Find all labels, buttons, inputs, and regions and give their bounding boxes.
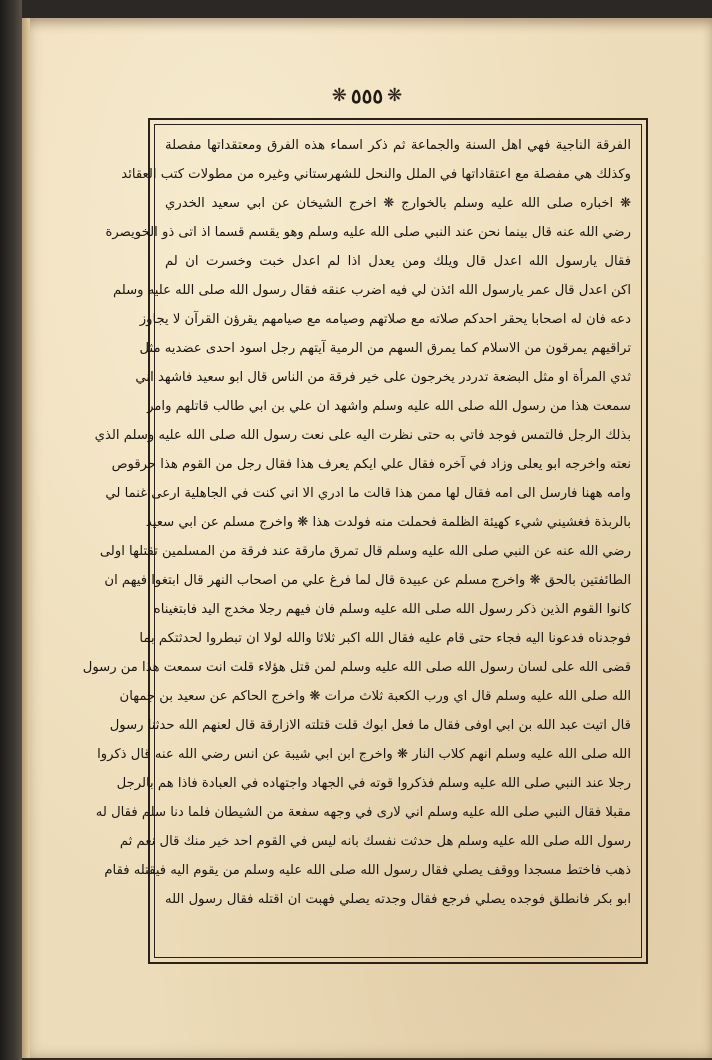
text-frame-inner — [82, 124, 642, 958]
book-page — [22, 18, 712, 1058]
text-line: فقال يارسول الله اعدل قال ويلك ومن يعدل اذا لم اعدل خبت وخسرت ان لم — [165, 254, 631, 269]
text-line: فوجدناه فدعونا اليه فجاء حتى قام عليه فقال الله اكبر ثلاثا والله لولا ان تبطروا لحدثتكم بما — [139, 631, 631, 646]
text-line: الله صلى الله عليه وسلم انهم كلاب النار ❋ واخرج ابن ابي شيبة عن انس رضي الله عنه قال ذكروا — [97, 747, 631, 762]
book-binding — [0, 0, 22, 1060]
text-line: رضي الله عنه عن النبي صلى الله عليه وسلم قال تمرق مارقة عند فرقة من المسلمين تقتلها اولى — [99, 544, 631, 559]
text-line: تراقيهم يمرقون من الاسلام كما يمرق السهم من الرمية آيتهم رجل اسود احدى عضديه مثل — [139, 341, 631, 356]
text-line: كانوا القوم الذين ذكر رسول الله صلى الله عليه وسلم فان فيهم رجلا مخدج اليد فابتغيناه — [153, 602, 631, 617]
text-line: قال اتيت عبد الله بن ابي اوفى فقال ما فعل ابوك قلت قتلته الازارقة قال لعنهم الله حدثنا رسول — [109, 718, 631, 733]
text-line: وامه ههنا فارسل الى امه فقال لها ممن هذا قالت ما ادري الا اني كنت في الجاهلية ارعى غنما لي — [105, 486, 631, 501]
text-line: قضى الله على لسان رسول الله صلى الله عليه وسلم لمن قتل هؤلاء قلت انت سمعت هذا من رسول — [82, 660, 631, 675]
text-line: ذهب فاختط مسجدا ووقف يصلي فقال رسول الله صلى الله عليه وسلم من يقوم اليه فيقتله فقام — [104, 863, 631, 878]
text-line: رسول الله صلى الله عليه وسلم هل حدثت نفسك بانه ليس في القوم احد خير منك قال نعم ثم — [119, 834, 631, 849]
text-line: دعه فان له اصحابا يحقر احدكم صلاته مع صلاتهم وصيامه مع صيامهم يقرؤن القرآن لا يجاوز — [139, 312, 631, 327]
text-line: نعته واخرجه ابو يعلى وزاد في آخره فقال علي ايكم يعرف هذا فقال رجل من القوم هذا حرقوص — [111, 457, 631, 472]
text-line: بالربذة فغشيني شيء كهيئة الظلمة فحملت منه فولدت هذا ❋ واخرج مسلم عن ابي سعيد — [145, 515, 631, 530]
page-header — [22, 84, 712, 108]
text-line: رجلا عند النبي صلى الله عليه وسلم فذكروا قوته في الجهاد واجتهاده في العبادة فاذا هم بالرجل — [116, 776, 631, 791]
ornament-left-icon: ❋ — [331, 85, 347, 106]
text-line: الفرقة الناجية فهي اهل السنة والجماعة ثم ذكر اسماء هذه الفرق ومعتقداتها مفصلة — [165, 138, 631, 153]
text-line: ❋ اخباره صلى الله عليه وسلم بالخوارج ❋ اخرج الشيخان عن ابي سعيد الخدري — [165, 196, 631, 211]
text-line: مقبلا فقال النبي صلى الله عليه وسلم اني لارى في وجهه سفعة من الشيطان فلما دنا سلم فقال له — [95, 805, 631, 820]
text-line: ثدي المرأة او مثل البضعة تدردر يخرجون على خير فرقة من الناس قال ابو سعيد فاشهد اني — [135, 370, 631, 385]
text-line: بذلك الرجل فالتمس فوجد فاتي به حتى نظرت اليه على نعت رسول الله صلى الله عليه وسلم الذي — [94, 428, 631, 443]
page-edge — [22, 18, 30, 1058]
text-line: اكن اعدل قال عمر يارسول الله ائذن لي فيه اضرب عنقه فقال رسول الله صلى الله عليه وسلم — [112, 283, 631, 298]
text-line: رضي الله عنه قال بينما نحن عند النبي صلى الله عليه وسلم وهو يقسم قسما اذ اتى ذو الخويصرة — [105, 225, 631, 240]
text-frame-outer — [82, 118, 648, 964]
text-line: الطائفتين بالحق ❋ واخرج مسلم عن عبيدة قال لما فرغ علي من اصحاب النهر قال ابتغوا فيهم ان — [104, 573, 631, 588]
ornament-right-icon: ❋ — [387, 85, 403, 106]
text-line: سمعت هذا من رسول الله صلى الله عليه وسلم واشهد ان علي بن ابي طالب قاتلهم وامر — [147, 399, 631, 414]
text-line: الله صلى الله عليه وسلم قال اي ورب الكعبة ثلاث مرات ❋ واخرج الحاكم عن سعيد بن جمهان — [119, 689, 631, 704]
text-line: وكذلك هي مفصلة مع اعتقاداتها في الملل والنحل للشهرستاني وغيره من مطولات كتب العقائد — [121, 167, 631, 182]
text-line: ابو بكر فانطلق فوجده يصلي فرجع فقال وجدته يصلي فهبت ان اقتله فقال رسول الله — [165, 892, 631, 907]
page-number: ٥٥٥ — [350, 84, 384, 108]
